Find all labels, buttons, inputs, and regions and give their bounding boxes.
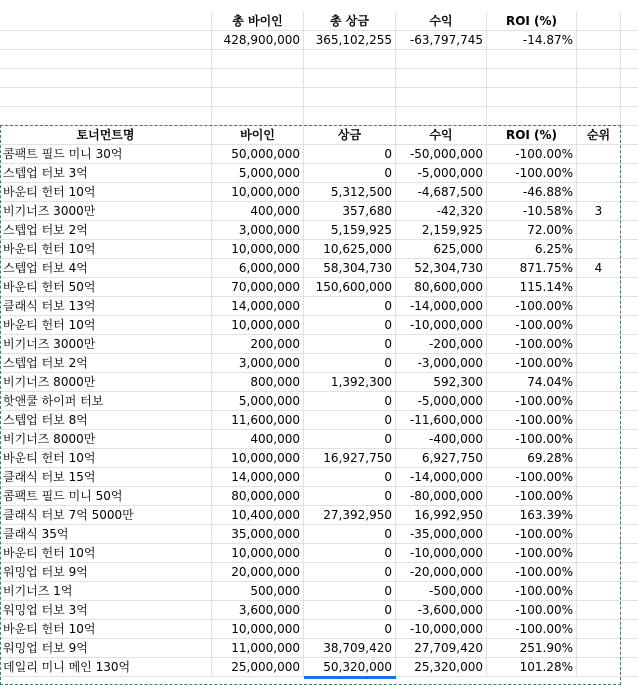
table-row [0, 449, 638, 468]
prize-cell[interactable]: 0 [304, 164, 396, 183]
cell[interactable] [577, 31, 621, 50]
cell[interactable] [621, 563, 638, 582]
cell[interactable] [0, 107, 212, 126]
rank-cell[interactable] [577, 240, 621, 259]
rank-cell[interactable] [577, 278, 621, 297]
profit-cell[interactable]: 27,709,420 [396, 639, 487, 658]
table-header-row [0, 126, 638, 145]
table-row [0, 183, 638, 202]
tournament-name-cell[interactable]: 스텝업 터보 4억 [0, 259, 212, 278]
tournament-name-cell[interactable]: 스텝업 터보 3억 [0, 164, 212, 183]
cell[interactable] [621, 164, 638, 183]
cell[interactable] [396, 50, 487, 69]
tournament-name-cell[interactable]: 콤팩트 필드 미니 30억 [0, 145, 212, 164]
roi-cell[interactable]: 6.25% [487, 240, 577, 259]
table-row [0, 468, 638, 487]
tournament-name-cell[interactable]: 클래식 터보 7억 5000만 [0, 506, 212, 525]
cell[interactable] [304, 50, 396, 69]
cell[interactable] [487, 107, 577, 126]
tournament-name-cell[interactable]: 비기너즈 3000만 [0, 202, 212, 221]
table-row [0, 563, 638, 582]
cell[interactable] [0, 69, 212, 88]
cell[interactable] [304, 69, 396, 88]
roi-cell[interactable]: -100.00% [487, 411, 577, 430]
cell[interactable] [621, 354, 638, 373]
buyin-cell[interactable]: 500,000 [212, 582, 304, 601]
roi-cell[interactable]: 115.14% [487, 278, 577, 297]
tournament-name-cell[interactable]: 워밍업 터보 3억 [0, 601, 212, 620]
summary-header-row [0, 12, 638, 31]
summary-total-prize[interactable]: 365,102,255 [304, 31, 396, 50]
prize-cell[interactable]: 27,392,950 [304, 506, 396, 525]
rank-cell[interactable] [577, 221, 621, 240]
roi-cell[interactable]: -100.00% [487, 430, 577, 449]
buyin-cell[interactable]: 25,000,000 [212, 658, 304, 677]
tournament-name-cell[interactable]: 바운티 헌터 10억 [0, 240, 212, 259]
cell[interactable] [621, 335, 638, 354]
roi-cell[interactable]: -100.00% [487, 164, 577, 183]
cell[interactable] [621, 601, 638, 620]
roi-cell[interactable]: -100.00% [487, 316, 577, 335]
tournament-name-cell[interactable]: 바운티 헌터 10억 [0, 316, 212, 335]
cell[interactable] [212, 88, 304, 107]
prize-cell[interactable]: 58,304,730 [304, 259, 396, 278]
summary-total-profit[interactable]: -63,797,745 [396, 31, 487, 50]
roi-cell[interactable]: 72.00% [487, 221, 577, 240]
table-row [0, 601, 638, 620]
rank-cell[interactable] [577, 411, 621, 430]
cell[interactable] [621, 278, 638, 297]
profit-cell[interactable]: 52,304,730 [396, 259, 487, 278]
summary-value-row [0, 31, 638, 50]
tournament-name-cell[interactable]: 클래식 35억 [0, 525, 212, 544]
header-tournament-name[interactable]: 토너먼트명 [0, 126, 212, 145]
tournament-name-cell[interactable]: 데일리 미니 메인 130억 [0, 658, 212, 677]
prize-cell[interactable]: 150,600,000 [304, 278, 396, 297]
profit-cell[interactable]: -5,000,000 [396, 164, 487, 183]
table-row [0, 620, 638, 639]
empty-row [0, 88, 638, 107]
buyin-cell[interactable]: 20,000,000 [212, 563, 304, 582]
prize-cell[interactable]: 0 [304, 145, 396, 164]
rank-cell[interactable]: 3 [577, 202, 621, 221]
cell[interactable] [212, 107, 304, 126]
buyin-cell[interactable]: 3,000,000 [212, 221, 304, 240]
prize-cell[interactable]: 16,927,750 [304, 449, 396, 468]
roi-cell[interactable]: -100.00% [487, 525, 577, 544]
roi-cell[interactable]: -46.88% [487, 183, 577, 202]
cell[interactable] [621, 221, 638, 240]
profit-cell[interactable]: -42,320 [396, 202, 487, 221]
tournament-name-cell[interactable]: 비기너즈 3000만 [0, 335, 212, 354]
table-row [0, 259, 638, 278]
rank-cell[interactable] [577, 145, 621, 164]
roi-cell[interactable]: -100.00% [487, 601, 577, 620]
cell[interactable] [621, 582, 638, 601]
tournament-name-cell[interactable]: 클래식 터보 15억 [0, 468, 212, 487]
tournament-name-cell[interactable]: 스텝업 터보 2억 [0, 221, 212, 240]
summary-header-buyin[interactable]: 총 바이인 [212, 12, 304, 31]
roi-cell[interactable]: -100.00% [487, 544, 577, 563]
profit-cell[interactable]: -10,000,000 [396, 544, 487, 563]
rank-cell[interactable] [577, 430, 621, 449]
profit-cell[interactable]: 16,992,950 [396, 506, 487, 525]
prize-cell[interactable]: 0 [304, 316, 396, 335]
tournament-name-cell[interactable]: 바운티 헌터 10억 [0, 449, 212, 468]
prize-cell[interactable]: 1,392,300 [304, 373, 396, 392]
header-prize[interactable]: 상금 [304, 126, 396, 145]
buyin-cell[interactable]: 80,000,000 [212, 487, 304, 506]
profit-cell[interactable]: -5,000,000 [396, 392, 487, 411]
buyin-cell[interactable]: 800,000 [212, 373, 304, 392]
cell[interactable] [304, 88, 396, 107]
buyin-cell[interactable]: 5,000,000 [212, 392, 304, 411]
cell[interactable] [621, 88, 638, 107]
roi-cell[interactable]: 101.28% [487, 658, 577, 677]
profit-cell[interactable]: 80,600,000 [396, 278, 487, 297]
table-row [0, 354, 638, 373]
profit-cell[interactable]: -10,000,000 [396, 620, 487, 639]
cell[interactable] [621, 373, 638, 392]
cell[interactable] [396, 69, 487, 88]
prize-cell[interactable]: 357,680 [304, 202, 396, 221]
tournament-name-cell[interactable]: 스텝업 터보 2억 [0, 354, 212, 373]
summary-total-roi[interactable]: -14.87% [487, 31, 577, 50]
cell[interactable] [396, 107, 487, 126]
profit-cell[interactable]: -400,000 [396, 430, 487, 449]
header-profit[interactable]: 수익 [396, 126, 487, 145]
header-buyin[interactable]: 바이인 [212, 126, 304, 145]
prize-cell[interactable]: 0 [304, 582, 396, 601]
profit-cell[interactable]: -35,000,000 [396, 525, 487, 544]
roi-cell[interactable]: 871.75% [487, 259, 577, 278]
cell[interactable] [621, 316, 638, 335]
tournament-name-cell[interactable]: 바운티 헌터 50억 [0, 278, 212, 297]
table-row [0, 544, 638, 563]
tournament-name-cell[interactable]: 스텝업 터보 8억 [0, 411, 212, 430]
roi-cell[interactable]: 69.28% [487, 449, 577, 468]
cell[interactable] [621, 12, 638, 31]
table-row [0, 582, 638, 601]
buyin-cell[interactable]: 5,000,000 [212, 164, 304, 183]
tournament-name-cell[interactable]: 콤팩트 필드 미니 50억 [0, 487, 212, 506]
table-row [0, 145, 638, 164]
prize-cell[interactable]: 5,159,925 [304, 221, 396, 240]
prize-cell[interactable]: 0 [304, 544, 396, 563]
buyin-cell[interactable]: 14,000,000 [212, 297, 304, 316]
profit-cell[interactable]: -80,000,000 [396, 487, 487, 506]
roi-cell[interactable]: -100.00% [487, 582, 577, 601]
prize-cell[interactable]: 0 [304, 487, 396, 506]
table-row [0, 525, 638, 544]
profit-cell[interactable]: -11,600,000 [396, 411, 487, 430]
cell[interactable] [621, 50, 638, 69]
summary-total-buyin[interactable]: 428,900,000 [212, 31, 304, 50]
prize-cell[interactable]: 38,709,420 [304, 639, 396, 658]
cell[interactable] [621, 259, 638, 278]
cell[interactable] [212, 69, 304, 88]
rank-cell[interactable] [577, 601, 621, 620]
table-row [0, 297, 638, 316]
prize-cell[interactable]: 0 [304, 525, 396, 544]
roi-cell[interactable]: -100.00% [487, 354, 577, 373]
buyin-cell[interactable]: 70,000,000 [212, 278, 304, 297]
table-row [0, 639, 638, 658]
table-row [0, 202, 638, 221]
profit-cell[interactable]: -3,600,000 [396, 601, 487, 620]
table-row [0, 221, 638, 240]
table-row [0, 316, 638, 335]
profit-cell[interactable]: 592,300 [396, 373, 487, 392]
profit-cell[interactable]: -3,000,000 [396, 354, 487, 373]
rank-cell[interactable] [577, 297, 621, 316]
table-row [0, 373, 638, 392]
rank-cell[interactable] [577, 544, 621, 563]
cell[interactable] [621, 639, 638, 658]
rank-cell[interactable] [577, 373, 621, 392]
prize-cell[interactable]: 0 [304, 411, 396, 430]
empty-row [0, 50, 638, 69]
profit-cell[interactable]: 2,159,925 [396, 221, 487, 240]
rank-cell[interactable] [577, 620, 621, 639]
tournament-name-cell[interactable]: 핫앤쿨 하이퍼 터보 [0, 392, 212, 411]
table-row [0, 658, 638, 677]
cell[interactable] [621, 107, 638, 126]
cell[interactable] [0, 50, 212, 69]
table-row [0, 487, 638, 506]
buyin-cell[interactable]: 11,600,000 [212, 411, 304, 430]
roi-cell[interactable]: -100.00% [487, 620, 577, 639]
roi-cell[interactable]: 251.90% [487, 639, 577, 658]
cell[interactable] [621, 240, 638, 259]
summary-header-roi[interactable]: ROI (%) [487, 12, 577, 31]
cell[interactable] [621, 183, 638, 202]
rank-cell[interactable] [577, 183, 621, 202]
profit-cell[interactable]: 6,927,750 [396, 449, 487, 468]
buyin-cell[interactable]: 10,000,000 [212, 316, 304, 335]
cell[interactable] [621, 145, 638, 164]
cell[interactable] [621, 544, 638, 563]
cell[interactable] [621, 69, 638, 88]
rank-cell[interactable] [577, 164, 621, 183]
table-row [0, 411, 638, 430]
cell[interactable] [621, 126, 638, 145]
prize-cell[interactable]: 50,320,000 [304, 658, 396, 677]
rank-cell[interactable] [577, 449, 621, 468]
cell[interactable] [621, 487, 638, 506]
summary-header-profit[interactable]: 수익 [396, 12, 487, 31]
rank-cell[interactable] [577, 506, 621, 525]
buyin-cell[interactable]: 10,400,000 [212, 506, 304, 525]
profit-cell[interactable]: 625,000 [396, 240, 487, 259]
roi-cell[interactable]: -100.00% [487, 297, 577, 316]
rank-cell[interactable] [577, 563, 621, 582]
cell[interactable] [621, 658, 638, 677]
profit-cell[interactable]: -50,000,000 [396, 145, 487, 164]
tournament-name-cell[interactable]: 워밍업 터보 9억 [0, 639, 212, 658]
prize-cell[interactable]: 0 [304, 392, 396, 411]
tournament-name-cell[interactable]: 바운티 헌터 10억 [0, 544, 212, 563]
prize-cell[interactable]: 0 [304, 620, 396, 639]
profit-cell[interactable]: -14,000,000 [396, 468, 487, 487]
prize-cell[interactable]: 0 [304, 601, 396, 620]
roi-cell[interactable]: -100.00% [487, 145, 577, 164]
prize-cell[interactable]: 0 [304, 297, 396, 316]
cell[interactable] [212, 50, 304, 69]
rank-cell[interactable] [577, 487, 621, 506]
cell[interactable] [621, 202, 638, 221]
buyin-cell[interactable]: 6,000,000 [212, 259, 304, 278]
rank-cell[interactable] [577, 468, 621, 487]
summary-header-prize[interactable]: 총 상금 [304, 12, 396, 31]
prize-cell[interactable]: 0 [304, 335, 396, 354]
cell[interactable] [621, 620, 638, 639]
rank-cell[interactable] [577, 316, 621, 335]
table-row [0, 506, 638, 525]
buyin-cell[interactable]: 14,000,000 [212, 468, 304, 487]
buyin-cell[interactable]: 11,000,000 [212, 639, 304, 658]
cell[interactable] [621, 392, 638, 411]
profit-cell[interactable]: -14,000,000 [396, 297, 487, 316]
roi-cell[interactable]: -100.00% [487, 335, 577, 354]
buyin-cell[interactable]: 200,000 [212, 335, 304, 354]
roi-cell[interactable]: -100.00% [487, 487, 577, 506]
rank-cell[interactable] [577, 392, 621, 411]
prize-cell[interactable]: 0 [304, 563, 396, 582]
prize-cell[interactable]: 5,312,500 [304, 183, 396, 202]
cell[interactable] [577, 69, 621, 88]
profit-cell[interactable]: -200,000 [396, 335, 487, 354]
profit-cell[interactable]: -10,000,000 [396, 316, 487, 335]
cell[interactable] [621, 430, 638, 449]
table-row [0, 240, 638, 259]
tournament-name-cell[interactable]: 비기너즈 8000만 [0, 430, 212, 449]
buyin-cell[interactable]: 10,000,000 [212, 240, 304, 259]
roi-cell[interactable]: 74.04% [487, 373, 577, 392]
rank-cell[interactable] [577, 639, 621, 658]
cell[interactable] [621, 468, 638, 487]
rank-cell[interactable] [577, 335, 621, 354]
prize-cell[interactable]: 10,625,000 [304, 240, 396, 259]
prize-cell[interactable]: 0 [304, 430, 396, 449]
roi-cell[interactable]: -100.00% [487, 563, 577, 582]
rank-cell[interactable] [577, 658, 621, 677]
prize-cell[interactable]: 0 [304, 354, 396, 373]
prize-cell[interactable]: 0 [304, 468, 396, 487]
rank-cell[interactable]: 4 [577, 259, 621, 278]
cell[interactable] [577, 50, 621, 69]
rank-cell[interactable] [577, 582, 621, 601]
profit-cell[interactable]: -4,687,500 [396, 183, 487, 202]
header-roi[interactable]: ROI (%) [487, 126, 577, 145]
cell[interactable] [487, 88, 577, 107]
rank-cell[interactable] [577, 525, 621, 544]
cell[interactable] [487, 50, 577, 69]
buyin-cell[interactable]: 50,000,000 [212, 145, 304, 164]
cell[interactable] [621, 449, 638, 468]
tournament-name-cell[interactable]: 비기너즈 8000만 [0, 373, 212, 392]
profit-cell[interactable]: -500,000 [396, 582, 487, 601]
table-row [0, 430, 638, 449]
buyin-cell[interactable]: 10,000,000 [212, 449, 304, 468]
cell[interactable] [577, 12, 621, 31]
tournament-name-cell[interactable]: 바운티 헌터 10억 [0, 620, 212, 639]
roi-cell[interactable]: 163.39% [487, 506, 577, 525]
roi-cell[interactable]: -100.00% [487, 468, 577, 487]
header-rank[interactable]: 순위 [577, 126, 621, 145]
table-row [0, 392, 638, 411]
table-row [0, 278, 638, 297]
empty-row [0, 107, 638, 126]
buyin-cell[interactable]: 10,000,000 [212, 183, 304, 202]
cell[interactable] [621, 525, 638, 544]
buyin-cell[interactable]: 400,000 [212, 202, 304, 221]
tournament-name-cell[interactable]: 워밍업 터보 9억 [0, 563, 212, 582]
tournament-name-cell[interactable]: 바운티 헌터 10억 [0, 183, 212, 202]
profit-cell[interactable]: 25,320,000 [396, 658, 487, 677]
cell[interactable] [577, 107, 621, 126]
cell[interactable] [621, 31, 638, 50]
cell[interactable] [621, 297, 638, 316]
buyin-cell[interactable]: 10,000,000 [212, 544, 304, 563]
buyin-cell[interactable]: 400,000 [212, 430, 304, 449]
table-row [0, 164, 638, 183]
cell[interactable] [396, 88, 487, 107]
table-row [0, 335, 638, 354]
buyin-cell[interactable]: 3,600,000 [212, 601, 304, 620]
cell[interactable] [621, 411, 638, 430]
cell[interactable] [0, 31, 212, 50]
cell[interactable] [0, 88, 212, 107]
cell[interactable] [621, 506, 638, 525]
cell[interactable] [0, 12, 212, 31]
roi-cell[interactable]: -10.58% [487, 202, 577, 221]
buyin-cell[interactable]: 10,000,000 [212, 620, 304, 639]
buyin-cell[interactable]: 3,000,000 [212, 354, 304, 373]
empty-row [0, 69, 638, 88]
rank-cell[interactable] [577, 354, 621, 373]
tournament-name-cell[interactable]: 클래식 터보 13억 [0, 297, 212, 316]
cell[interactable] [304, 107, 396, 126]
cell[interactable] [487, 69, 577, 88]
roi-cell[interactable]: -100.00% [487, 392, 577, 411]
cell[interactable] [577, 88, 621, 107]
tournament-name-cell[interactable]: 비기너즈 1억 [0, 582, 212, 601]
profit-cell[interactable]: -20,000,000 [396, 563, 487, 582]
buyin-cell[interactable]: 35,000,000 [212, 525, 304, 544]
